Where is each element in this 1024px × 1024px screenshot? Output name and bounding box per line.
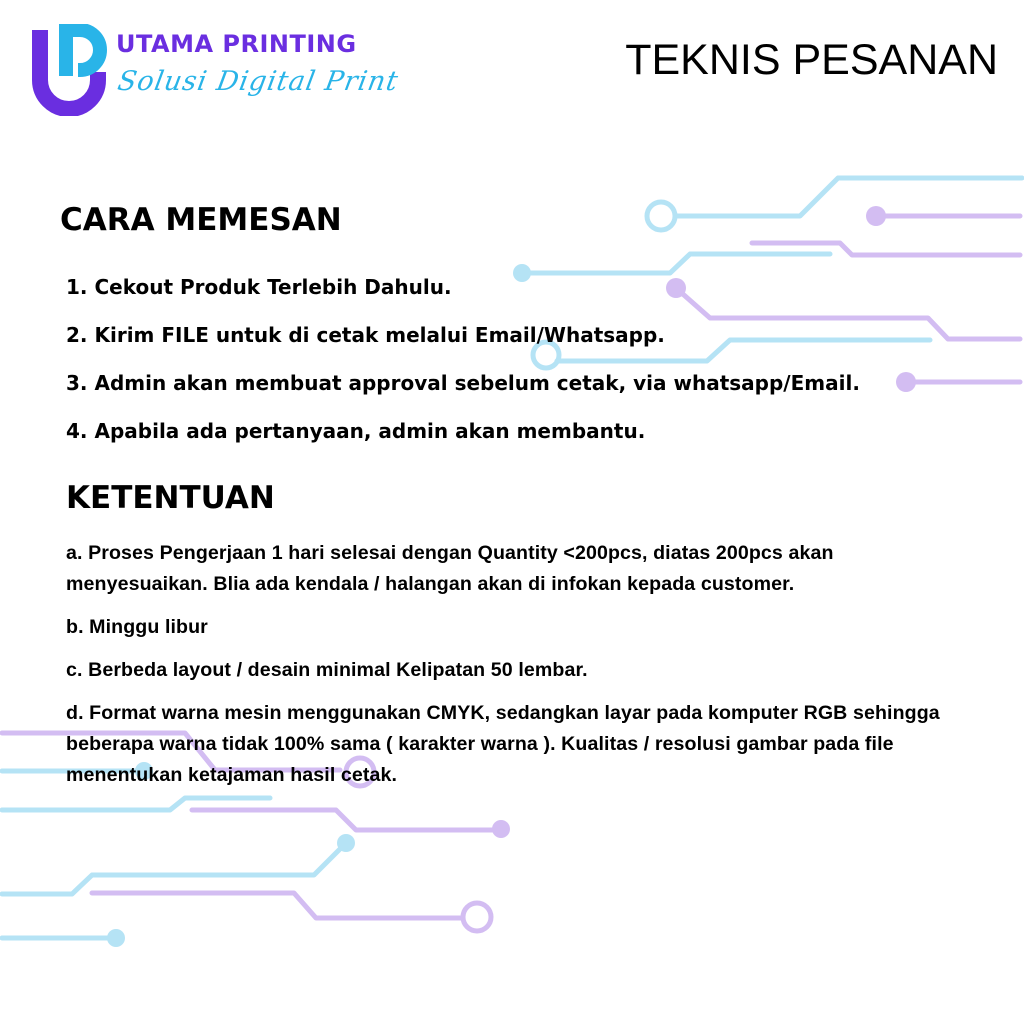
order-step: 3. Admin akan membuat approval sebelum cetak, via whatsapp/Email. <box>66 371 860 395</box>
brand-name: UTAMA PRINTING <box>116 30 357 58</box>
order-steps-list <box>66 263 860 455</box>
order-step: 1. Cekout Produk Terlebih Dahulu. <box>66 275 452 299</box>
order-step: 2. Kirim FILE untuk di cetak melalui Email/Whatsapp. <box>66 323 665 347</box>
utama-logo-icon <box>30 24 110 116</box>
order-section-title: CARA MEMESAN <box>60 202 342 238</box>
brand-tagline: Solusi Digital Print <box>115 66 401 97</box>
terms-section-title: KETENTUAN <box>66 480 275 516</box>
terms-item: d. Format warna mesin menggunakan CMYK, sedangkan layar pada komputer RGB sehingga beberapa warna tidak 100% sama ( karakter warna ). Kualitas / resolusi gambar pada file menentukan ketajaman hasil cetak. <box>66 702 940 786</box>
order-step: 4. Apabila ada pertanyaan, admin akan membantu. <box>66 419 646 443</box>
terms-item: c. Berbeda layout / desain minimal Kelipatan 50 lembar. <box>66 659 588 681</box>
brand-logo <box>30 24 401 119</box>
terms-item: b. Minggu libur <box>66 616 208 638</box>
page-title: TEKNIS PESANAN <box>625 36 998 84</box>
terms-item: a. Proses Pengerjaan 1 hari selesai dengan Quantity <200pcs, diatas 200pcs akan menyesuaikan. Blia ada kendala / halangan akan di infokan kepada customer. <box>66 542 834 595</box>
terms-list <box>66 538 976 803</box>
